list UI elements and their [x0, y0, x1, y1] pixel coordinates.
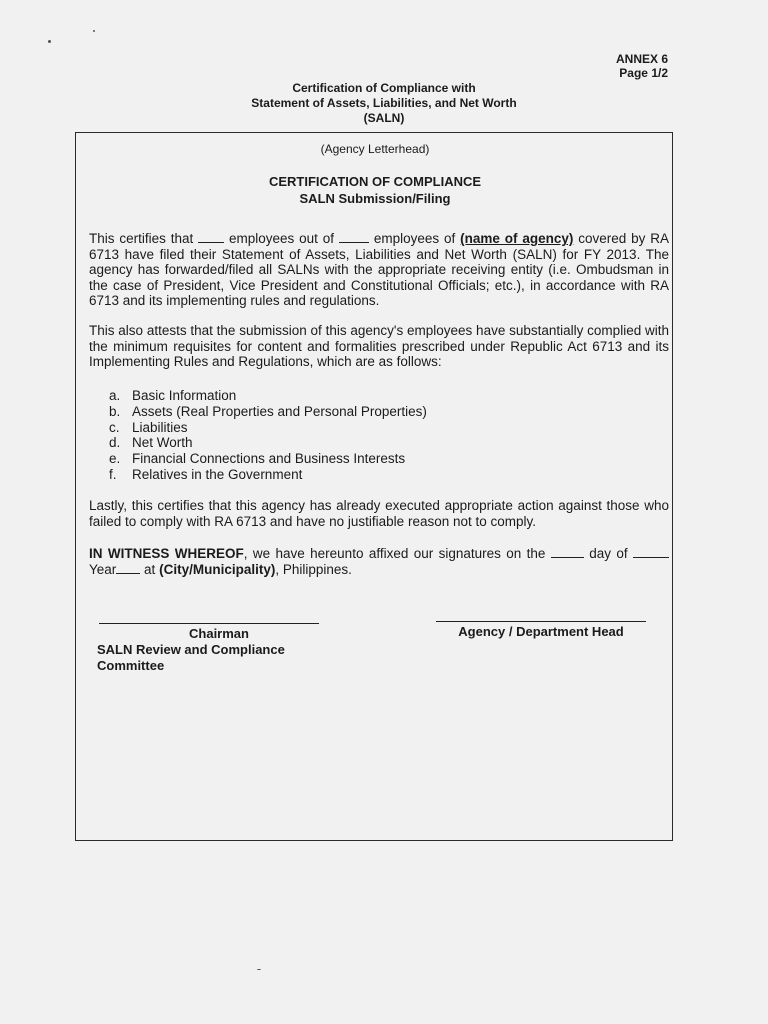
list-item: d. Net Worth	[109, 435, 193, 451]
title-line: Certification of Compliance with	[292, 81, 476, 95]
list-item: b. Assets (Real Properties and Personal Properties)	[109, 403, 427, 419]
certification-paragraph	[89, 231, 669, 309]
list-item: c. Liabilities	[109, 419, 188, 435]
text-run: covered by RA 6713 have filed their Statement of Assets, Liabilities and Net Worth (SALN) for FY 2013. The agency has forwarded/filed all SALNs with the appropriate receiving entity (i.e. Ombudsman in the case of President, Vice President and Constitutional Officials; etc.), in accordance with RA 6713 and its implementing rules and regulations.	[89, 231, 669, 308]
text-run: day of	[589, 546, 628, 561]
witness-paragraph	[89, 546, 669, 577]
title-line: (SALN)	[363, 111, 405, 125]
employees-filed-blank[interactable]	[198, 231, 224, 243]
attestation-paragraph: This also attests that the submission of this agency's employees have substantially complied with the minimum requisites for content and formalities prescribed under Republic Act 6713 and its Implementing Rules and Regulations, which are as follows:	[89, 323, 669, 369]
scan-speck	[48, 40, 51, 43]
list-item: f. Relatives in the Government	[109, 466, 303, 482]
certificate-heading	[76, 173, 674, 207]
year-blank[interactable]	[116, 562, 140, 574]
total-employees-blank[interactable]	[339, 231, 369, 243]
requisites-list	[109, 388, 427, 483]
text-run: employees of	[373, 231, 456, 246]
agency-head-title: Agency / Department Head	[458, 624, 624, 639]
page-number: Page 1/2	[619, 66, 668, 80]
text-run: This certifies that	[89, 231, 194, 246]
list-item: e. Financial Connections and Business Interests	[109, 451, 406, 467]
certificate-title: CERTIFICATION OF COMPLIANCE	[268, 174, 482, 189]
certificate-frame	[75, 132, 673, 841]
committee-name: SALN Review and Compliance Committee	[97, 642, 285, 673]
list-item: a. Basic Information	[109, 388, 237, 403]
title-line: Statement of Assets, Liabilities, and Net Worth	[251, 96, 517, 110]
text-run: , we have hereunto affixed our signatures on the	[243, 546, 546, 561]
chairman-title: Chairman	[189, 626, 249, 641]
witness-lead: IN WITNESS WHEREOF	[89, 546, 244, 561]
closing-paragraph: Lastly, this certifies that this agency has already executed appropriate action against those who failed to comply with RA 6713 and have no justifiable reason not to comply.	[89, 498, 669, 529]
text-run: , Philippines.	[275, 561, 352, 577]
city-placeholder: (City/Municipality)	[159, 561, 276, 577]
text-run: at	[144, 561, 156, 577]
annex-number: ANNEX 6	[615, 52, 668, 66]
scan-speck	[257, 969, 261, 970]
day-blank[interactable]	[551, 546, 584, 558]
agency-name-placeholder: (name of agency)	[460, 231, 574, 246]
text-run: Year	[89, 561, 117, 577]
chairman-signature-line[interactable]	[99, 623, 319, 624]
chairman-signature-block	[99, 626, 339, 674]
month-blank[interactable]	[633, 546, 669, 558]
certificate-subtitle: SALN Submission/Filing	[299, 191, 451, 206]
scan-speck	[93, 30, 95, 32]
agency-head-signature-line[interactable]	[436, 621, 646, 622]
agency-letterhead-placeholder: (Agency Letterhead)	[320, 142, 430, 156]
annex-label	[616, 52, 668, 80]
text-run: employees out of	[229, 231, 335, 246]
document-title	[0, 81, 768, 126]
